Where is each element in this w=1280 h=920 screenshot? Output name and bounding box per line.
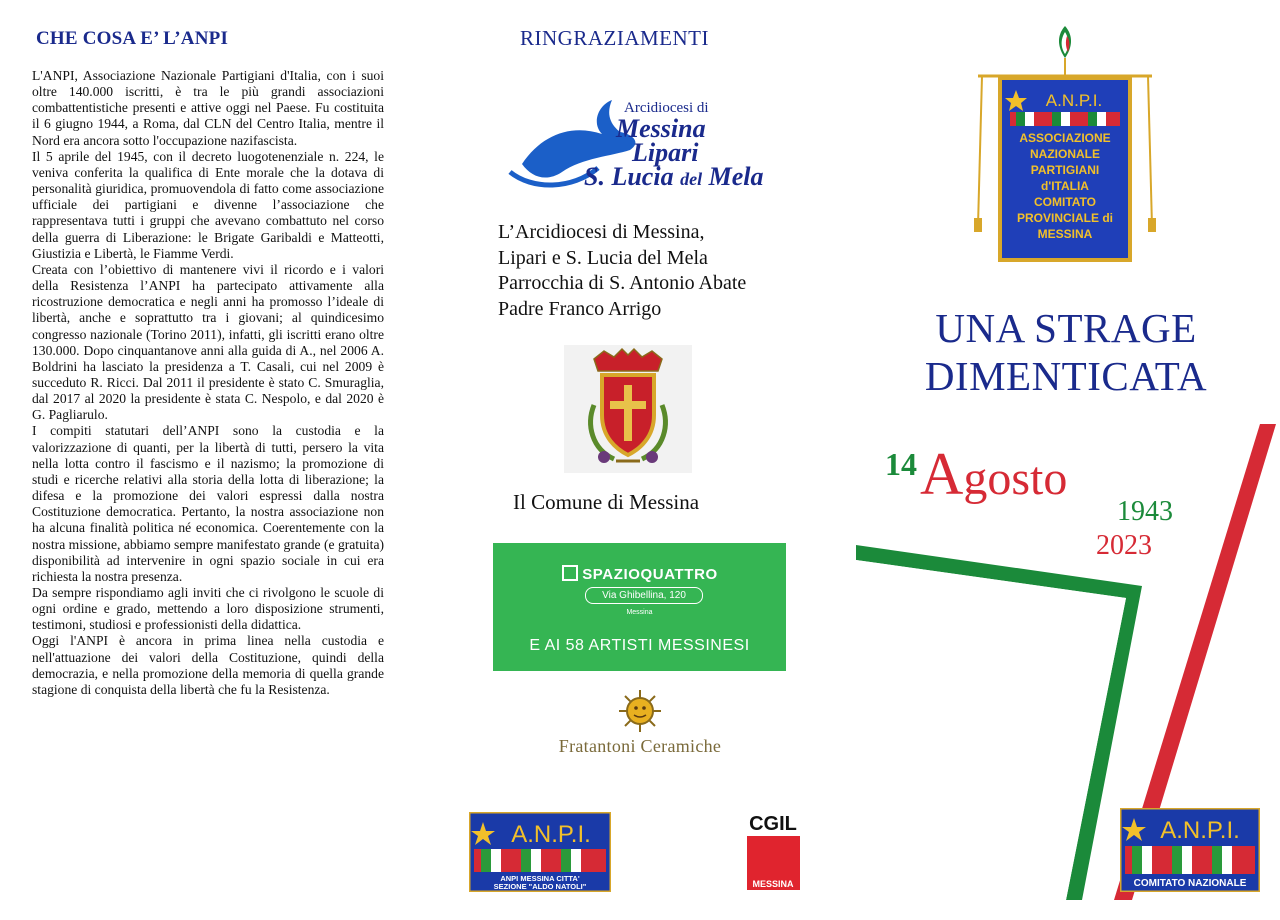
svg-text:NAZIONALE: NAZIONALE bbox=[1030, 147, 1100, 161]
spazioquattro-box bbox=[493, 543, 786, 671]
svg-text:MESSINA: MESSINA bbox=[752, 879, 794, 889]
fratantoni-logo bbox=[530, 688, 750, 768]
year-2023: 2023 bbox=[1096, 530, 1152, 561]
anpi-info-body bbox=[32, 68, 384, 698]
svg-text:d'ITALIA: d'ITALIA bbox=[1041, 179, 1089, 193]
thanks-line: Parrocchia di S. Antonio Abate bbox=[498, 272, 747, 294]
anpi-paragraph: Da sempre rispondiamo agli inviti che ci rivolgono le scuole di ogni ordine e grado, mettendo a loro disposizione strumenti, testimoni, studiosi e professionisti della didattica. bbox=[32, 585, 384, 633]
anpi-info-column bbox=[32, 28, 384, 698]
thanks-column bbox=[440, 0, 850, 920]
spazioquattro-square-icon bbox=[562, 565, 578, 581]
svg-text:ASSOCIAZIONE: ASSOCIAZIONE bbox=[1019, 131, 1111, 145]
coat-of-arms-icon bbox=[564, 345, 692, 473]
comune-label: Il Comune di Messina bbox=[513, 490, 700, 514]
svg-text:COMITATO NAZIONALE: COMITATO NAZIONALE bbox=[1133, 878, 1247, 889]
main-title-line2: DIMENTICATA bbox=[924, 353, 1208, 399]
thanks-line: Lipari e S. Lucia del Mela bbox=[498, 246, 708, 269]
anpi-paragraph: Il 5 aprile del 1945, con il decreto luogotenenziale n. 224, le veniva conferita la qualifica di Ente morale che la dotava di personalità giuridica, promuovendola di fatto come associazione ufficiale dei partigiani e divenne l’associazione che rappresentava tutti i gruppi che avevano combattuto nel corso della guerra di Liberazione: le Brigate Garibaldi e Matteotti, Giustizia e Libertà, le Fiamme Verdi. bbox=[32, 148, 384, 261]
svg-text:CGIL: CGIL bbox=[749, 813, 797, 835]
thanks-line: Padre Franco Arrigo bbox=[498, 297, 662, 320]
svg-text:PROVINCIALE di: PROVINCIALE di bbox=[1016, 211, 1114, 225]
svg-text:A.N.P.I.: A.N.P.I. bbox=[1045, 91, 1103, 110]
year-1943: 1943 bbox=[1117, 496, 1173, 527]
anpi-paragraph: Oggi l'ANPI è ancora in prima linea nella custodia e nell'attuazione dei valori della Costituzione, quindi della democrazia, e nella promozione della memoria di quella grande stagione di conquista della libertà che fu la Resistenza. bbox=[32, 633, 384, 697]
thanks-title: RINGRAZIAMENTI bbox=[520, 26, 709, 50]
svg-text:SEZIONE "ALDO NATOLI": SEZIONE "ALDO NATOLI" bbox=[493, 882, 587, 891]
anpi-info-title: CHE COSA E’ L’ANPI bbox=[36, 28, 229, 49]
svg-text:ANPI MESSINA CITTA': ANPI MESSINA CITTA' bbox=[500, 874, 580, 883]
svg-text:PARTIGIANI: PARTIGIANI bbox=[1030, 163, 1100, 177]
messina-coat-of-arms bbox=[564, 345, 692, 473]
sun-icon bbox=[615, 688, 665, 734]
artists-thanks: E AI 58 ARTISTI MESSINESI bbox=[529, 637, 750, 654]
spazioquattro-logo: SPAZIOQUATTRO bbox=[545, 565, 735, 583]
thanks-line: L’Arcidiocesi di Messina, bbox=[498, 221, 705, 243]
svg-text:A.N.P.I.: A.N.P.I. bbox=[511, 821, 591, 848]
spazioquattro-address: Via Ghibellina, 120 bbox=[585, 587, 703, 604]
svg-text:COMITATO: COMITATO bbox=[1034, 195, 1096, 209]
main-title bbox=[852, 304, 1280, 400]
svg-text:A.N.P.I.: A.N.P.I. bbox=[1160, 817, 1240, 844]
cover-column bbox=[852, 0, 1280, 920]
anpi-paragraph: Creata con l’obiettivo di mantenere vivi il ricordo e i valori della Resistenza l’ANPI ha partecipato attivamente alla ricostruzione democratica e negli anni ha promosso l’ideale di libertà, anche e soprattutto tra i giovani; al quindicesimo congresso nazionale (Torino 2011), infatti, gli iscritti erano oltre 130.000. Dopo cinquantanove anni alla guida di A., nel 2006 A. Boldrini ha lasciato la presidenza a T. Casali, cui nel 2009 è succeduto R. Ricci. Dal 2011 il presidente è stato C. Smuraglia, dal 2017 al 2020 la presidente è stata C. Nespolo, e dal 2020 è G. Pagliarulo. bbox=[32, 261, 384, 423]
arcidiocesi-wordmark: Arcidiocesi di Messina Lipari S. Lucia del Mela bbox=[584, 100, 764, 191]
date-day: 14 bbox=[885, 446, 917, 482]
svg-text:MESSINA: MESSINA bbox=[1037, 227, 1093, 241]
anpi-paragraph: I compiti statutari dell’ANPI sono la custodia e la valorizzazione di quanti, per la libertà di tutti, persero la vita nella lotta contro il fascismo e il nazismo; la promozione di studi e ricerche relativi alla storia della lotta di liberazione; la difesa e la promozione dei valori espressi dalla nostra Costituzione democratica. Pertanto, la nostra associazione non ha alcuna finalità politica né economica. Coerentemente con la nostra missione, abbiamo sempre manifestato grande (e gratuita) disponibilità ad intervenire in ogni spazio sociale in cui era richiesta la nostra presenza. bbox=[32, 423, 384, 584]
thanks-list bbox=[498, 220, 746, 322]
anpi-paragraph: L'ANPI, Associazione Nazionale Partigiani d'Italia, con i suoi oltre 140.000 iscritti, è tra le più grandi associazioni combattentistiche presenti e attive oggi nel Paese. Fu costituita il 6 giugno 1944, a Roma, dal CLN del Centro Italia, mentre il Nord era ancora sotto l'occupazione nazifascista. bbox=[32, 68, 384, 148]
date-month: Agosto bbox=[920, 441, 1068, 507]
main-title-line1: UNA STRAGE bbox=[935, 305, 1197, 351]
anpi-messina-city-logo bbox=[469, 812, 611, 892]
cgil-logo bbox=[745, 808, 802, 892]
fratantoni-name: Fratantoni Ceramiche bbox=[558, 736, 722, 756]
anpi-provincial-banner bbox=[970, 18, 1160, 268]
anpi-national-logo bbox=[1120, 808, 1260, 892]
spazioquattro-city: Messina bbox=[626, 609, 653, 616]
